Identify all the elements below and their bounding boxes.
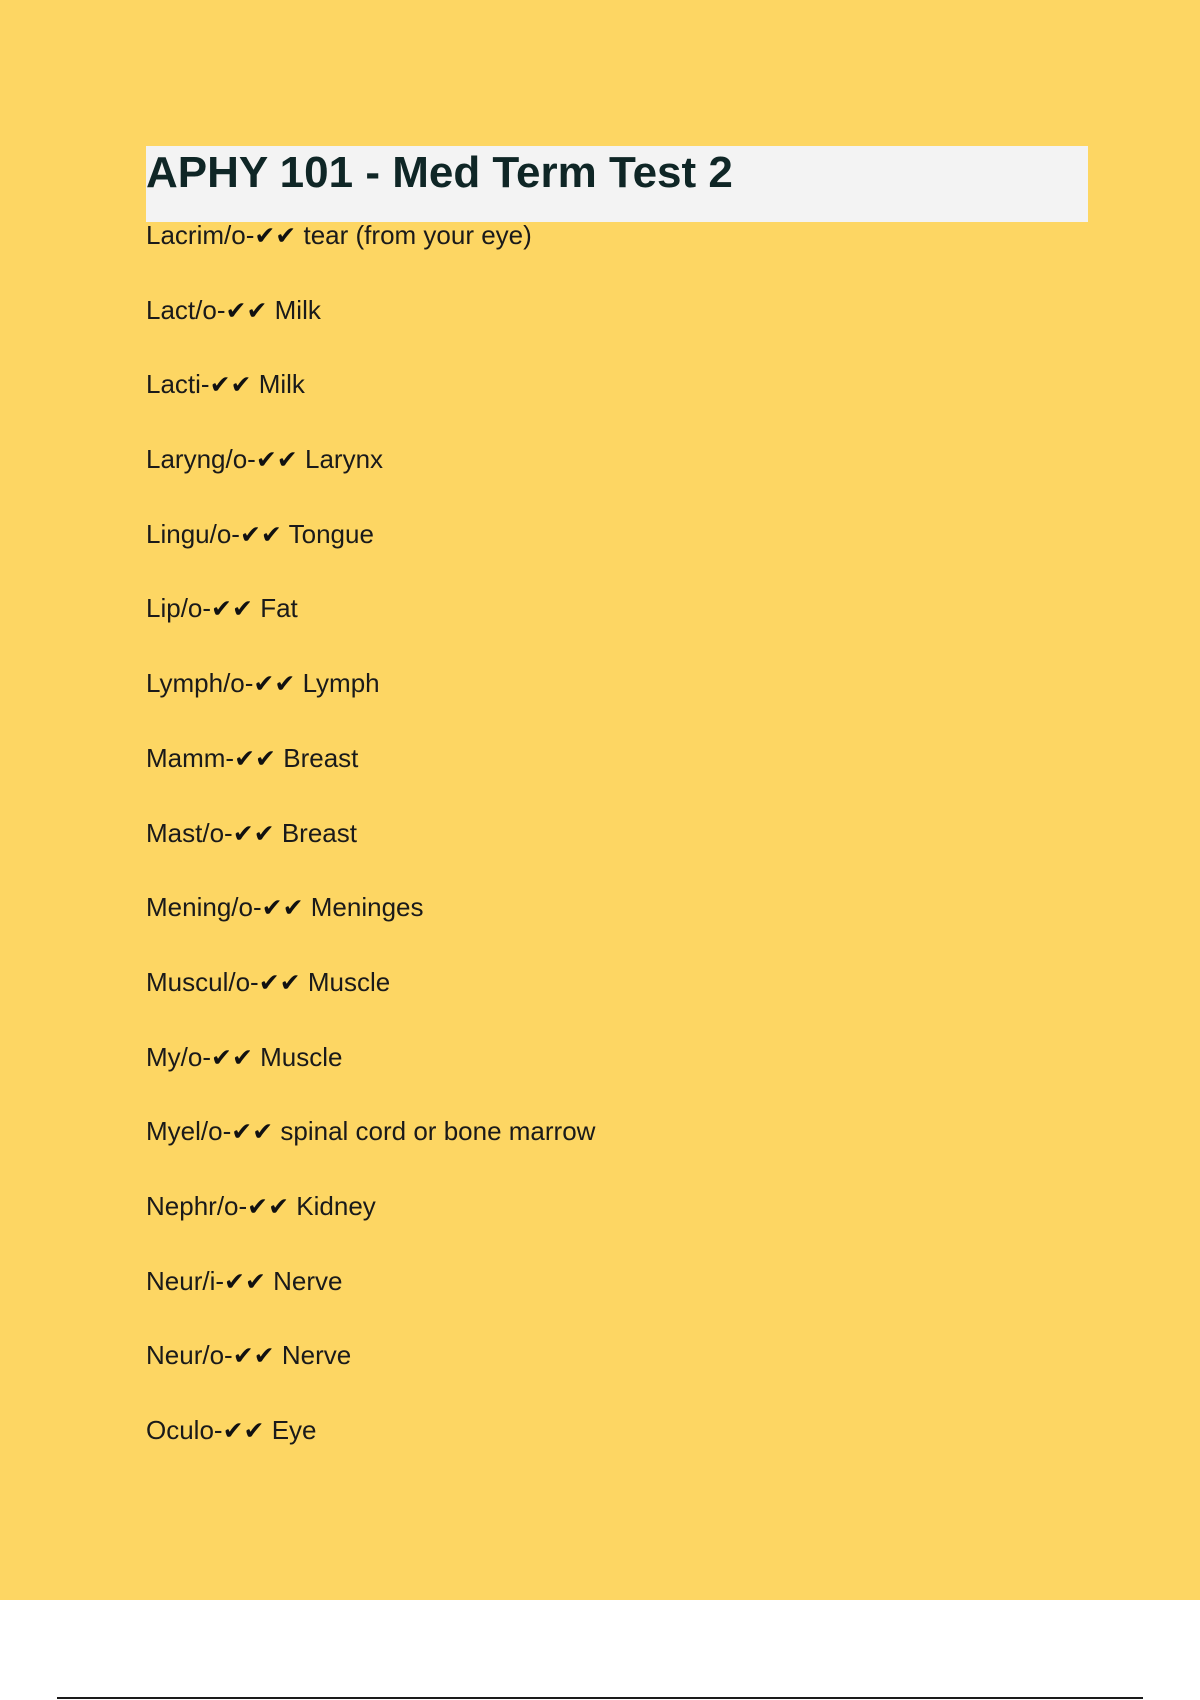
term-prefix: Nephr/o-: [146, 1190, 248, 1221]
check-mark-icon: ✔✔: [222, 1416, 265, 1445]
check-mark-icon: ✔✔: [224, 1266, 266, 1296]
check-mark-icon: ✔✔: [225, 295, 268, 325]
term-definition: Nerve: [281, 1340, 352, 1371]
check-mark-icon: ✔✔: [211, 594, 253, 624]
check-mark-icon: ✔✔: [261, 893, 304, 923]
term-prefix: Oculo-: [146, 1415, 223, 1445]
term-definition: Meninges: [310, 892, 424, 923]
term-prefix: Lymph/o-: [146, 668, 254, 699]
check-mark-icon: ✔✔: [209, 370, 252, 400]
term-prefix: Neur/o-: [146, 1340, 233, 1371]
term-definition: Muscle: [260, 1041, 343, 1072]
term-definition: spinal cord or bone marrow: [280, 1116, 596, 1147]
term-definition: Muscle: [307, 966, 391, 997]
check-mark-icon: ✔✔: [234, 743, 276, 773]
term-prefix: My/o-: [146, 1041, 211, 1072]
check-mark-icon: ✔✔: [211, 1042, 253, 1072]
term-prefix: Lact/o-: [146, 294, 226, 325]
term-prefix: Lacti-: [146, 369, 210, 400]
term-item: [146, 218, 595, 293]
term-definition: Eye: [271, 1415, 317, 1445]
term-item: [146, 965, 595, 1040]
check-mark-icon: ✔✔: [232, 818, 275, 848]
term-item: [146, 367, 595, 442]
term-prefix: Mast/o-: [146, 817, 233, 848]
term-prefix: Mamm-: [146, 742, 235, 773]
term-definition: Milk: [274, 294, 321, 325]
term-definition: Fat: [260, 593, 298, 624]
term-item: [146, 293, 595, 368]
check-mark-icon: ✔✔: [231, 1117, 274, 1147]
term-item: [146, 1040, 595, 1115]
term-definition: Milk: [258, 369, 305, 400]
term-definition: Tongue: [288, 518, 374, 549]
term-definition: Breast: [283, 742, 359, 773]
term-definition: Kidney: [296, 1190, 376, 1221]
check-mark-icon: ✔✔: [258, 967, 301, 997]
term-item: [146, 1413, 595, 1488]
term-item: [146, 591, 595, 666]
term-item: [146, 1338, 595, 1413]
check-mark-icon: ✔✔: [239, 519, 282, 549]
term-prefix: Neur/i-: [146, 1265, 225, 1296]
check-mark-icon: ✔✔: [232, 1341, 275, 1371]
term-prefix: Lacrim/o-: [146, 220, 255, 250]
check-mark-icon: ✔✔: [247, 1191, 290, 1221]
term-item: [146, 1114, 595, 1189]
term-prefix: Muscul/o-: [146, 966, 259, 997]
term-definition: Breast: [281, 817, 357, 848]
term-item: [146, 816, 595, 891]
term-definition: tear (from your eye): [303, 220, 532, 250]
term-prefix: Lingu/o-: [146, 518, 240, 549]
check-mark-icon: ✔✔: [254, 221, 297, 250]
term-prefix: Myel/o-: [146, 1116, 232, 1147]
term-item: [146, 890, 595, 965]
term-list: [146, 218, 595, 1488]
term-prefix: Laryng/o-: [146, 444, 256, 475]
term-prefix: Mening/o-: [146, 892, 262, 923]
term-definition: Lymph: [302, 668, 380, 699]
term-item: [146, 666, 595, 741]
term-item: [146, 1189, 595, 1264]
term-item: [146, 517, 595, 592]
term-item: [146, 741, 595, 816]
term-definition: Larynx: [304, 444, 384, 475]
footer-divider: [57, 1697, 1143, 1699]
page-title: APHY 101 - Med Term Test 2: [146, 148, 733, 197]
term-definition: Nerve: [273, 1265, 343, 1296]
term-prefix: Lip/o-: [146, 593, 212, 624]
term-item: [146, 1264, 595, 1339]
check-mark-icon: ✔✔: [253, 669, 296, 699]
check-mark-icon: ✔✔: [255, 445, 298, 475]
term-item: [146, 442, 595, 517]
